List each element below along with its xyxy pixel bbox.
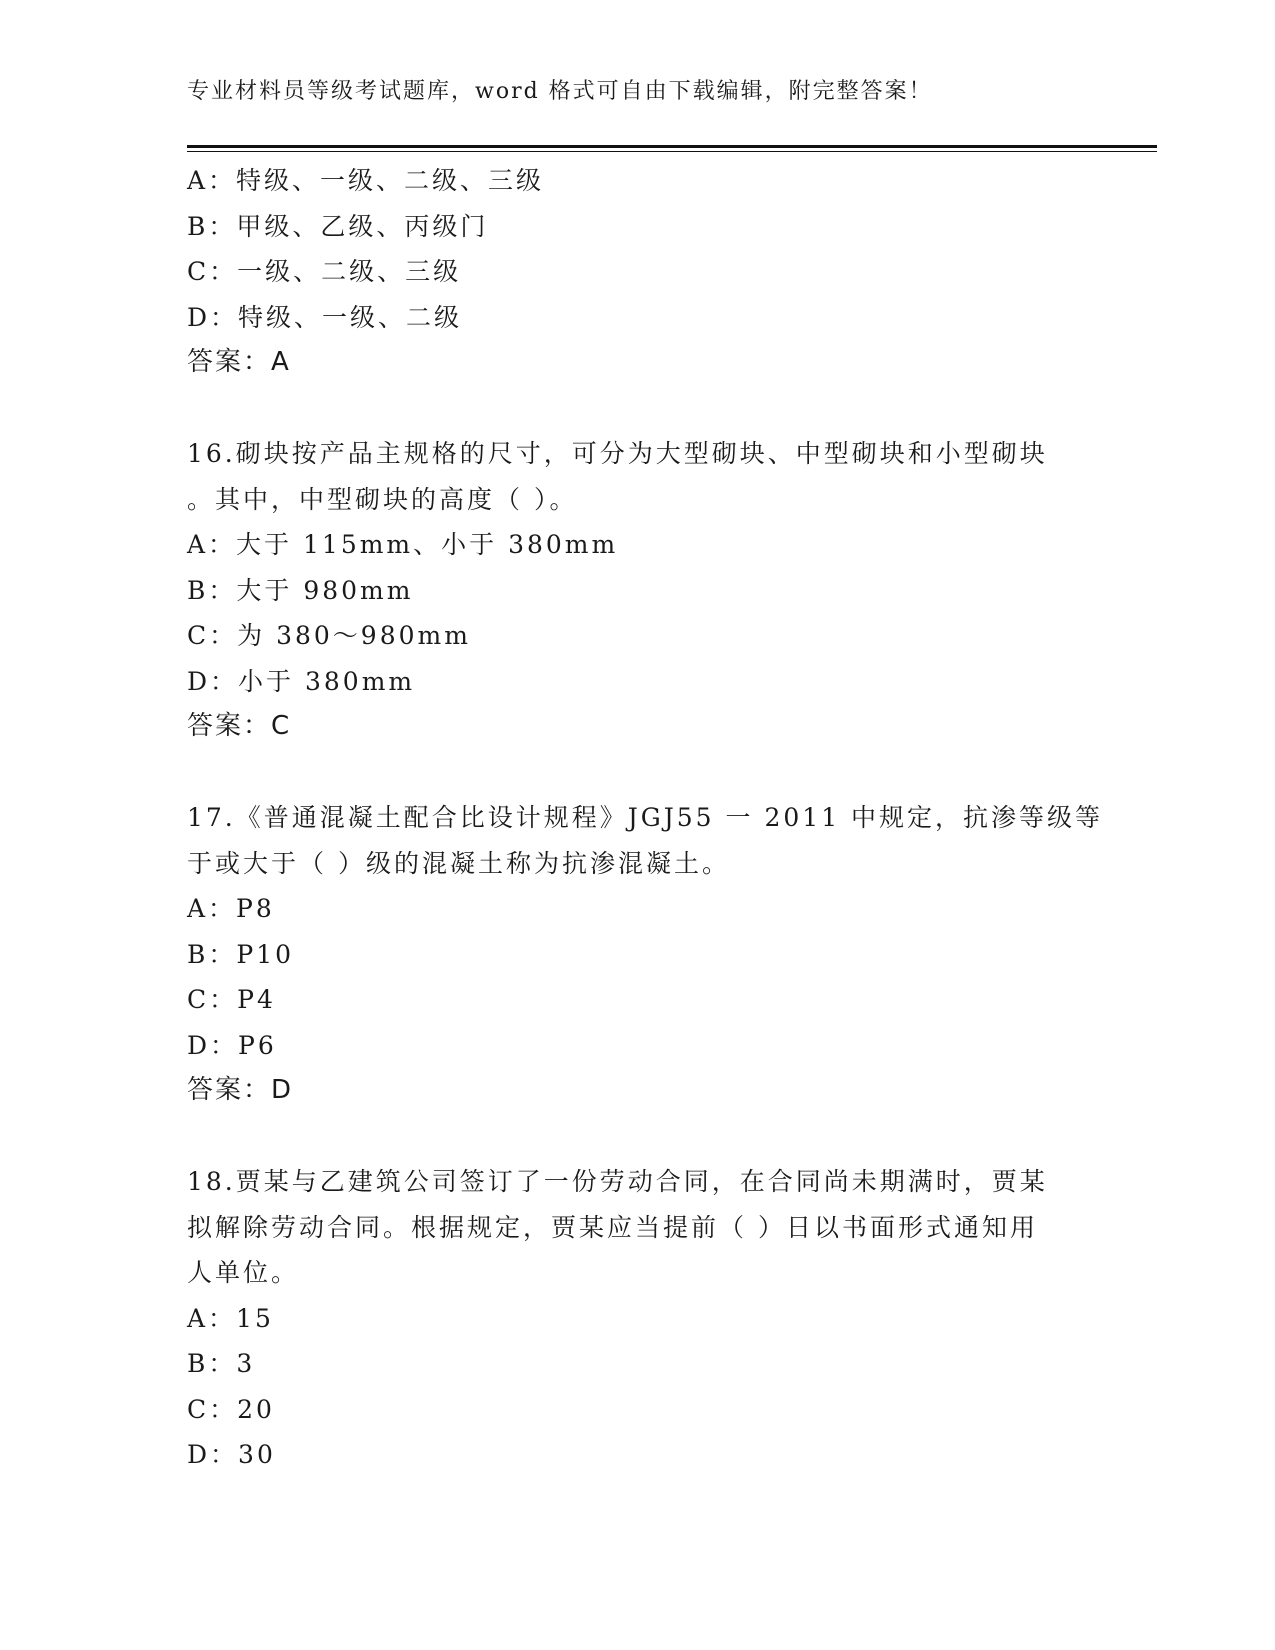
option-c: C：为 380～980mm: [187, 621, 471, 650]
option-b: B：甲级、乙级、丙级门: [187, 211, 489, 241]
spacer: [187, 750, 1087, 796]
question-16: [187, 431, 1087, 750]
option-d: D：30: [187, 1440, 276, 1469]
question-stem-line: 18.贾某与乙建筑公司签订了一份劳动合同，在合同尚未期满时，贾某: [187, 1167, 1048, 1196]
option-a: A：15: [187, 1303, 274, 1333]
option-d: D：特级、一级、二级: [187, 302, 463, 332]
spacer: [187, 386, 1087, 432]
question-15: [187, 158, 1087, 386]
question-stem-line: 人单位。: [187, 1258, 300, 1287]
question-stem-line: 17.《普通混凝土配合比设计规程》JGJ55 一 2011 中规定，抗渗等级等: [187, 803, 1104, 832]
option-a: A：大于 115mm、小于 380mm: [187, 530, 619, 559]
option-a: A：P8: [187, 894, 275, 923]
option-b: B：P10: [187, 939, 295, 969]
option-c: C：P4: [187, 985, 276, 1014]
question-17: [187, 795, 1104, 1114]
header-divider-thin: [187, 151, 1157, 152]
question-stem-line: 于或大于（ ）级的混凝土称为抗渗混凝土。: [187, 848, 730, 878]
option-b: B：大于 980mm: [187, 575, 414, 605]
question-list: [187, 158, 1104, 1478]
question-stem-line: 16.砌块按产品主规格的尺寸，可分为大型砌块、中型砌块和小型砌块: [187, 439, 1048, 468]
option-b: B：3: [187, 1349, 256, 1378]
header-divider-thick: [187, 145, 1157, 148]
option-a: A：特级、一级、二级、三级: [187, 166, 545, 195]
option-d: D：P6: [187, 1030, 277, 1060]
page-header-text: 专业材料员等级考试题库，word 格式可自由下载编辑，附完整答案！: [187, 79, 933, 104]
question-stem-line: 拟解除劳动合同。根据规定，贾某应当提前（ ）日以书面形式通知用: [187, 1212, 1038, 1242]
answer-line: 答案：D: [187, 1075, 294, 1105]
question-stem-line: 。其中，中型砌块的高度（ ）。: [187, 484, 578, 514]
option-c: C：一级、二级、三级: [187, 257, 462, 286]
answer-line: 答案：C: [187, 711, 292, 741]
option-d: D：小于 380mm: [187, 666, 416, 696]
question-18: [187, 1159, 1087, 1478]
spacer: [187, 1114, 1087, 1160]
answer-line: 答案：A: [187, 347, 291, 377]
option-c: C：20: [187, 1394, 275, 1424]
